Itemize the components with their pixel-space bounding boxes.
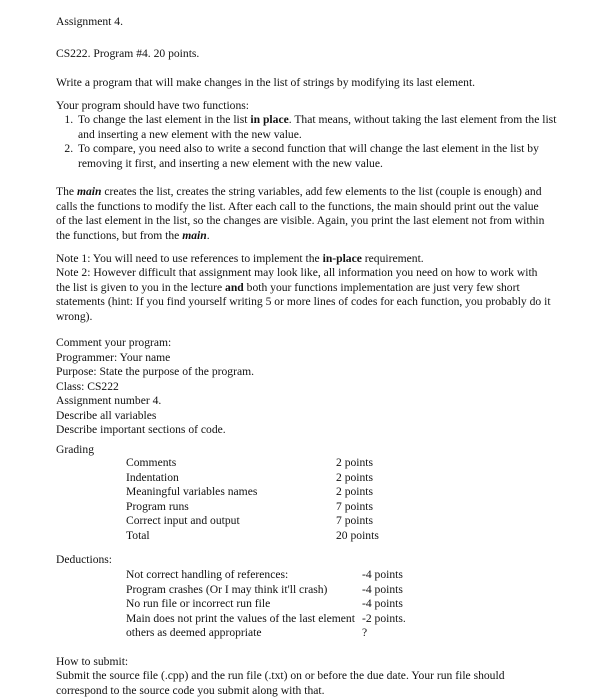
comment-line: Describe important sections of code. <box>56 423 226 436</box>
grading-points: 2 points <box>336 485 374 498</box>
note-text: both your functions implementation are just very few short statements (hint: If you find yourself writing 5 or more lines of codes for each function, you probably do it wrong). <box>56 280 551 323</box>
comment-line: Class: CS222 <box>56 379 119 393</box>
main-keyword: main <box>182 228 207 242</box>
function-item-remove-insert <box>76 142 572 171</box>
deduction-points: -4 points <box>362 597 403 610</box>
comment-line: Comment your program: <box>56 336 172 349</box>
grading-points: 7 points <box>336 514 374 527</box>
intro-paragraph: Write a program that will make changes in the list of strings by modifying its last element. <box>56 76 476 89</box>
grading-label: Grading <box>56 443 94 456</box>
main-paragraph <box>56 185 551 243</box>
grading-item: Indentation <box>126 470 179 484</box>
main-keyword: main <box>76 185 102 198</box>
submit-text: Submit the source file (.cpp) and the run file (.txt) on or before the due date. Your run file should correspond to the source code you submit along with that. <box>56 669 505 697</box>
main-text: creates the list, creates the string variables, add few elements to the list (couple is enough) and calls the functions to modify the list. After each call to the functions, the main should print out the value of the last element in the list, so the changes are visible. Again, you print the last element not from within the functions, but from the <box>56 185 545 242</box>
note-2 <box>56 266 551 324</box>
note-bold: and <box>225 280 244 294</box>
deduction-item: Program crashes (Or I may think it'll crash) <box>126 582 328 596</box>
course-line: CS222. Program #4. 20 points. <box>56 47 200 60</box>
note-bold: in-place <box>322 252 362 265</box>
comment-line: Programmer: Your name <box>56 350 171 364</box>
main-text: . <box>206 228 210 242</box>
deduction-points: ? <box>362 626 368 639</box>
submit-label: How to submit: <box>56 655 129 668</box>
grading-item: Meaningful variables names <box>126 485 258 498</box>
note-text: requirement. <box>361 252 424 265</box>
grading-points: 2 points <box>336 470 374 484</box>
grading-item: Program runs <box>126 499 189 513</box>
deductions-label: Deductions: <box>56 553 113 566</box>
note-text: Note 2: However difficult that assignment may look like, all information you need on how to work with the list is given to you in the lecture <box>56 266 538 294</box>
deduction-item: Main does not print the values of the last element <box>126 611 355 625</box>
grading-item: Correct input and output <box>126 514 240 527</box>
deduction-points: -4 points <box>362 568 403 581</box>
deduction-points: -4 points <box>362 582 403 596</box>
grading-points: 7 points <box>336 499 374 513</box>
note-1 <box>56 252 551 267</box>
comment-block <box>56 336 456 438</box>
function-item-text: . That means, without taking the last element from the list and inserting a new element with the new value. <box>78 113 557 141</box>
assignment-title: Assignment 4. <box>56 15 123 28</box>
grading-points: 20 points <box>336 528 379 542</box>
note-text: Note 1: You will need to use references to implement the <box>56 252 323 265</box>
grading-item: Total <box>126 528 150 542</box>
comment-line: Assignment number 4. <box>56 394 162 407</box>
deductions-table <box>126 568 420 641</box>
function-item-in-place <box>76 113 572 142</box>
deduction-points: -2 points. <box>362 611 406 625</box>
deduction-item: Not correct handling of references: <box>126 568 289 581</box>
grading-table <box>126 456 386 543</box>
functions-list <box>56 113 572 171</box>
deduction-item: others as deemed appropriate <box>126 626 262 639</box>
comment-line: Purpose: State the purpose of the program. <box>56 365 255 378</box>
deduction-item: No run file or incorrect run file <box>126 597 271 610</box>
functions-lead: Your program should have two functions: <box>56 99 250 112</box>
grading-item: Comments <box>126 456 177 469</box>
function-item-bold: in place <box>250 113 289 126</box>
main-text: The <box>56 185 77 198</box>
grading-points: 2 points <box>336 456 374 469</box>
comment-line: Describe all variables <box>56 408 157 422</box>
function-item-text: To change the last element in the list <box>78 113 251 126</box>
function-item-text: To compare, you need also to write a second function that will change the last element in the list by removing it first, and inserting a new element with the new value. <box>78 142 539 170</box>
